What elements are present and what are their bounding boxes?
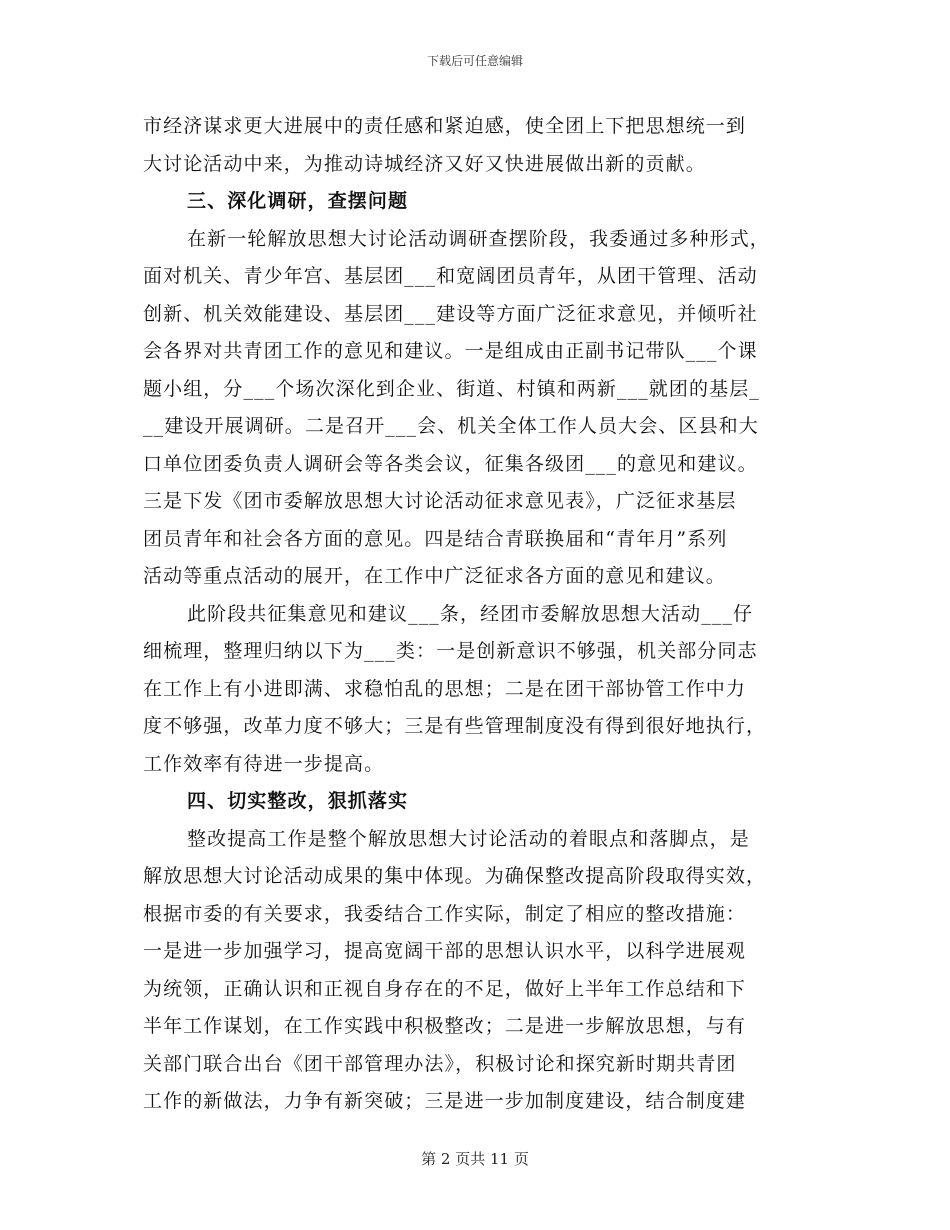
paragraph-first-line: 此阶段共征集意见和建议___条，经团市委解放思想大活动___仔 — [187, 602, 754, 625]
text-line: 团员青年和社会各方面的意见。四是结合青联换届和“青年月”系列 — [143, 527, 728, 550]
page-number-footer: 第 2 页共 11 页 — [421, 1150, 529, 1168]
text-line: 关部门联合出台《团干部管理办法》，积极讨论和探究新时期共青团 — [143, 1052, 737, 1075]
text-line: 工作的新做法，力争有新突破；三是进一步加制度建设，结合制度建 — [143, 1090, 747, 1112]
section-heading: 三、深化调研，查摆问题 — [187, 190, 409, 212]
text-line: 三是下发《团市委解放思想大讨论活动征求意见表》，广泛征求基层 — [143, 490, 737, 512]
text-line: 一是进一步加强学习，提高宽阔干部的思想认识水平，以科学进展观 — [143, 940, 747, 962]
document-body — [143, 108, 803, 1121]
text-line: __建设开展调研。二是召开___会、机关全体工作人员大会、区县和大 — [143, 415, 759, 437]
text-line: 工作效率有待进一步提高。 — [143, 752, 385, 775]
text-line: 市经济谋求更大进展中的责任感和紧迫感，使全团上下把思想统一到 — [143, 115, 747, 137]
paragraph-first-line: 在新一轮解放思想大讨论活动调研查摆阶段，我委通过多种形式， — [187, 227, 770, 250]
page-header: 下载后可任意编辑 — [426, 54, 523, 68]
text-line: 解放思想大讨论活动成果的集中体现。为确保整改提高阶段取得实效， — [143, 865, 767, 887]
text-line: 度不够强，改革力度不够大；三是有些管理制度没有得到很好地执行， — [143, 715, 767, 737]
text-line: 半年工作谋划，在工作实践中积极整改；二是进一步解放思想，与有 — [143, 1015, 747, 1037]
section-heading: 四、切实整改，狠抓落实 — [187, 790, 409, 812]
text-line: 细梳理，整理归纳以下为___类：一是创新意识不够强，机关部分同志 — [143, 640, 758, 662]
text-line: 为统领，正确认识和正视自身存在的不足，做好上半年工作总结和下 — [143, 977, 747, 1000]
text-line: 口单位团委负责人调研会等各类会议，征集各级团___的意见和建议。 — [143, 452, 758, 475]
text-line: 创新、机关效能建设、基层团___建设等方面广泛征求意见，并倾听社 — [143, 302, 758, 325]
paragraph-first-line: 整改提高工作是整个解放思想大讨论活动的着眼点和落脚点，是 — [187, 827, 750, 850]
text-line: 大讨论活动中来，为推动诗城经济又好又快进展做出新的贡献。 — [143, 152, 706, 175]
text-line: 在工作上有小进即满、求稳怕乱的思想；二是在团干部协管工作中力 — [143, 677, 747, 700]
text-line: 题小组，分___个场次深化到企业、街道、村镇和两新___就团的基层_ — [143, 377, 760, 400]
text-line: 会各界对共青团工作的意见和建议。一是组成由正副书记带队___个课 — [143, 340, 758, 362]
text-line: 根据市委的有关要求，我委结合工作实际，制定了相应的整改措施： — [143, 902, 747, 925]
text-line: 活动等重点活动的展开，在工作中广泛征求各方面的意见和建议。 — [143, 565, 726, 587]
text-line: 面对机关、青少年宫、基层团___和宽阔团员青年，从团干管理、活动 — [143, 265, 758, 287]
